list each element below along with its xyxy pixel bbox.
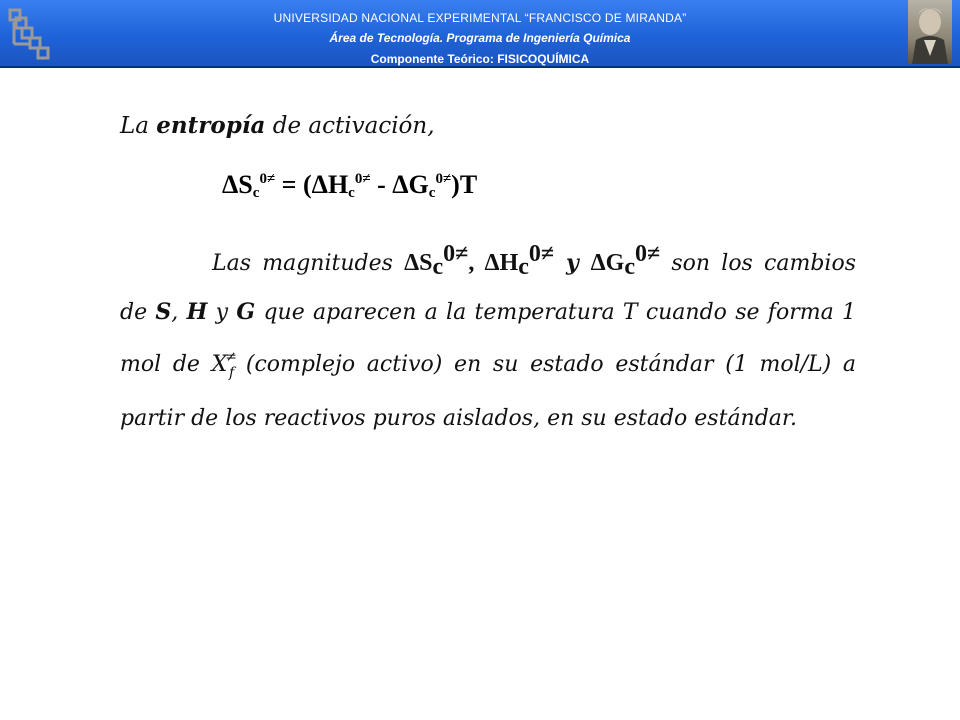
entropy-formula [222, 170, 477, 202]
formula-sup-3: 0≠ [435, 171, 452, 187]
para-and-1: y [554, 250, 591, 276]
para-delta-s: ΔS [404, 250, 433, 276]
para-text-1: Las magnitudes [212, 251, 405, 276]
formula-end: )T [451, 170, 478, 199]
formula-sup-2: 0≠ [354, 171, 371, 187]
para-and-2: y [207, 300, 237, 325]
para-delta-s-sub: c [432, 254, 444, 280]
header-area-program: Área de Tecnología. Programa de Ingeniería Química [329, 31, 631, 45]
header-university-name: UNIVERSIDAD NACIONAL EXPERIMENTAL “FRANCISCO DE MIRANDA” [273, 11, 687, 25]
header-banner [0, 0, 960, 68]
para-delta-s-sup: 0≠ [443, 241, 469, 267]
para-delta-h-sub: c [518, 254, 529, 280]
intro-bold-term: entropía [156, 112, 266, 139]
para-symbol-h: H [186, 299, 208, 325]
para-text-4: (complejo activo) en su estado estándar (1 mol/L) a partir de los reactivos puros aislados, en su estado estándar. [120, 352, 857, 431]
formula-sub-2: c [348, 185, 355, 201]
formula-equals-delta-h: = (ΔH [275, 170, 349, 199]
formula-sub-3: c [428, 185, 436, 201]
para-symbol-s: S [155, 299, 172, 325]
para-comma: , [468, 250, 485, 276]
para-delta-h-sup: 0≠ [528, 241, 555, 267]
para-delta-g: ΔG [590, 250, 625, 276]
intro-prefix: La [120, 113, 157, 139]
header-component: Componente Teórico: FISICOQUÍMICA [370, 52, 590, 66]
intro-suffix: de activación, [265, 113, 435, 139]
para-text-2: son los cambios de [120, 251, 857, 325]
explanation-paragraph [120, 232, 856, 441]
intro-line [120, 112, 435, 139]
para-delta-g-sub: c [624, 254, 635, 280]
para-comma-2: , [171, 300, 187, 325]
formula-delta-s: ΔS [222, 170, 253, 199]
formula-minus-delta-g: - ΔG [370, 170, 429, 199]
para-activated-complex-symbol [211, 349, 238, 381]
para-text-3: que aparecen a la temperatura T cuando se forma 1 mol de [120, 300, 856, 377]
portrait-image [908, 0, 952, 64]
para-symbol-g: G [236, 299, 256, 325]
formula-sub-1: c [252, 185, 260, 201]
para-symbol-x: X [211, 352, 228, 377]
para-symbol-x-sup: ≠ [225, 349, 238, 365]
para-delta-g-sup: 0≠ [635, 241, 661, 267]
formula-sup-1: 0≠ [259, 171, 276, 187]
para-symbol-x-sub: f [229, 365, 235, 381]
para-delta-h: ΔH [484, 250, 519, 276]
